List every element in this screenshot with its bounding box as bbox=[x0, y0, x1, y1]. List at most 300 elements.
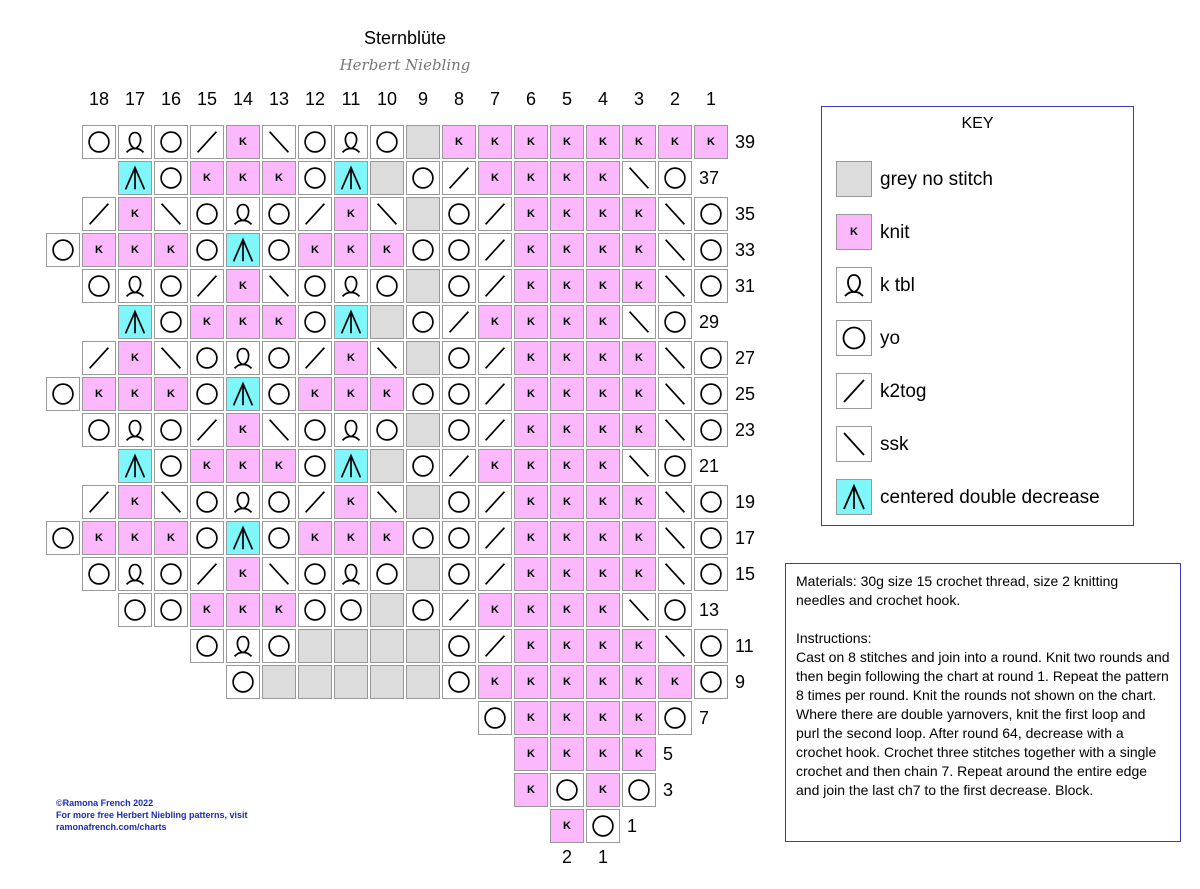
knit-label: K bbox=[239, 172, 247, 184]
yo-cell bbox=[370, 557, 404, 591]
knit-label: K bbox=[167, 244, 175, 256]
knit-cell bbox=[586, 521, 620, 555]
knit-cell bbox=[514, 233, 548, 267]
column-number: 15 bbox=[196, 89, 218, 109]
knit-cell bbox=[118, 485, 152, 519]
ssk-icon bbox=[836, 426, 872, 462]
yo-cell bbox=[478, 701, 512, 735]
yo-cell bbox=[658, 305, 692, 339]
knit-label: K bbox=[563, 136, 571, 148]
knit-cell bbox=[622, 701, 656, 735]
knit-label: K bbox=[239, 568, 247, 580]
knit-cell bbox=[190, 449, 224, 483]
k-tbl-cell bbox=[118, 557, 152, 591]
yo-cell bbox=[298, 449, 332, 483]
row-number: 1 bbox=[627, 816, 638, 836]
knit-label: K bbox=[707, 136, 715, 148]
chart-title: Sternblüte bbox=[363, 28, 447, 48]
knit-label: K bbox=[131, 532, 139, 544]
key-label: k tbl bbox=[880, 275, 915, 296]
knit-label: K bbox=[347, 244, 355, 256]
knit-cell bbox=[514, 125, 548, 159]
knit-label: K bbox=[131, 352, 139, 364]
knit-label: K bbox=[383, 532, 391, 544]
knit-cell bbox=[514, 701, 548, 735]
yo-cell bbox=[406, 377, 440, 411]
knit-cell bbox=[154, 521, 188, 555]
ssk-cell bbox=[622, 593, 656, 627]
knit-cell bbox=[514, 269, 548, 303]
yo-cell bbox=[190, 485, 224, 519]
knit-cell bbox=[478, 125, 512, 159]
materials-text: Materials: 30g size 15 crochet thread, size 2 knitting needles and crochet hook. bbox=[796, 573, 1119, 608]
yo-cell bbox=[694, 197, 728, 231]
bottom-column-number: 2 bbox=[561, 847, 572, 867]
knit-cell bbox=[550, 665, 584, 699]
knit-label: K bbox=[599, 424, 607, 436]
knit-label: K bbox=[167, 532, 175, 544]
knit-label: K bbox=[527, 712, 535, 724]
knit-label: K bbox=[527, 316, 535, 328]
knit-label: K bbox=[635, 280, 643, 292]
knit-label: K bbox=[599, 604, 607, 616]
yo-cell bbox=[442, 557, 476, 591]
ssk-cell bbox=[622, 305, 656, 339]
knit-cell bbox=[514, 521, 548, 555]
knit-cell bbox=[82, 521, 116, 555]
centered-double-decrease-cell bbox=[118, 161, 152, 195]
key-label: centered double decrease bbox=[880, 487, 1100, 508]
knit-label: K bbox=[311, 244, 319, 256]
knit-cell bbox=[190, 593, 224, 627]
row-number: 17 bbox=[735, 528, 756, 548]
k2tog-cell bbox=[478, 629, 512, 663]
knit-cell bbox=[370, 233, 404, 267]
knit-cell bbox=[334, 233, 368, 267]
yo-cell bbox=[658, 593, 692, 627]
knit-cell bbox=[478, 305, 512, 339]
k2tog-cell bbox=[478, 269, 512, 303]
knit-cell bbox=[514, 485, 548, 519]
yo-cell bbox=[262, 341, 296, 375]
row-number: 31 bbox=[735, 276, 756, 296]
column-number: 1 bbox=[705, 89, 716, 109]
knit-label: K bbox=[563, 748, 571, 760]
centered-double-decrease-cell bbox=[226, 521, 260, 555]
key-label: k2tog bbox=[880, 381, 927, 402]
knit-cell bbox=[550, 701, 584, 735]
knit-label: K bbox=[491, 316, 499, 328]
no-stitch-cell bbox=[370, 665, 404, 699]
knit-cell bbox=[514, 773, 548, 807]
yo-cell bbox=[694, 341, 728, 375]
yo-cell bbox=[694, 629, 728, 663]
knit-cell bbox=[622, 377, 656, 411]
knit-label: K bbox=[599, 568, 607, 580]
knit-label: K bbox=[527, 532, 535, 544]
knit-cell bbox=[118, 377, 152, 411]
knit-cell bbox=[514, 305, 548, 339]
knit-label: K bbox=[599, 460, 607, 472]
k2tog-cell bbox=[478, 341, 512, 375]
yo-cell bbox=[298, 269, 332, 303]
credit-line-1: ©Ramona French 2022 bbox=[56, 798, 154, 808]
key-label: knit bbox=[880, 222, 910, 243]
knit-cell bbox=[262, 161, 296, 195]
knit-label: K bbox=[203, 604, 211, 616]
no-stitch-cell bbox=[406, 125, 440, 159]
knit-cell bbox=[550, 377, 584, 411]
yo-cell bbox=[694, 521, 728, 555]
yo-cell bbox=[406, 161, 440, 195]
instructions-heading: Instructions: bbox=[796, 630, 872, 646]
yo-cell bbox=[658, 449, 692, 483]
ssk-cell bbox=[370, 197, 404, 231]
ssk-cell bbox=[658, 377, 692, 411]
knit-label: K bbox=[563, 676, 571, 688]
yo-cell bbox=[694, 413, 728, 447]
yo-cell bbox=[298, 413, 332, 447]
bottom-column-number: 1 bbox=[597, 847, 608, 867]
no-stitch-cell bbox=[406, 341, 440, 375]
no-stitch-cell bbox=[370, 629, 404, 663]
yo-cell bbox=[82, 125, 116, 159]
knit-label: K bbox=[599, 244, 607, 256]
k2tog-icon bbox=[836, 373, 872, 409]
knit-label: K bbox=[455, 136, 463, 148]
knit-label: K bbox=[203, 172, 211, 184]
ssk-cell bbox=[658, 233, 692, 267]
knit-label: K bbox=[275, 172, 283, 184]
knit-label: K bbox=[527, 676, 535, 688]
knit-label: K bbox=[527, 424, 535, 436]
row-number: 27 bbox=[735, 348, 756, 368]
knit-label: K bbox=[635, 388, 643, 400]
knit-label: K bbox=[203, 316, 211, 328]
yo-cell bbox=[262, 521, 296, 555]
yo-cell bbox=[298, 593, 332, 627]
row-number: 13 bbox=[699, 600, 720, 620]
k2tog-cell bbox=[478, 485, 512, 519]
k2tog-cell bbox=[190, 269, 224, 303]
knit-cell bbox=[658, 125, 692, 159]
yo-cell bbox=[262, 377, 296, 411]
row-number: 37 bbox=[699, 168, 720, 188]
no-stitch-cell bbox=[406, 413, 440, 447]
row-number: 5 bbox=[663, 744, 674, 764]
knit-cell bbox=[226, 305, 260, 339]
knit-cell bbox=[298, 233, 332, 267]
knit-label: K bbox=[95, 244, 103, 256]
knit-label: K bbox=[239, 280, 247, 292]
yo-cell bbox=[658, 701, 692, 735]
yo-cell bbox=[442, 197, 476, 231]
yo-cell bbox=[370, 413, 404, 447]
knit-label: K bbox=[491, 676, 499, 688]
knit-label: K bbox=[635, 208, 643, 220]
knit-label: K bbox=[599, 172, 607, 184]
k2tog-cell bbox=[190, 125, 224, 159]
knit-cell bbox=[514, 557, 548, 591]
k-tbl-cell bbox=[226, 629, 260, 663]
knit-label: K bbox=[311, 388, 319, 400]
knit-label: K bbox=[491, 172, 499, 184]
knit-label: K bbox=[635, 496, 643, 508]
row-number: 35 bbox=[735, 204, 756, 224]
knit-label: K bbox=[635, 352, 643, 364]
yo-cell bbox=[694, 377, 728, 411]
knit-cell bbox=[190, 305, 224, 339]
knit-cell bbox=[334, 377, 368, 411]
knit-label: K bbox=[527, 748, 535, 760]
row-number: 3 bbox=[663, 780, 674, 800]
knit-cell bbox=[442, 125, 476, 159]
knit-label: K bbox=[347, 388, 355, 400]
no-stitch-cell bbox=[406, 269, 440, 303]
yo-cell bbox=[262, 233, 296, 267]
k2tog-cell bbox=[478, 557, 512, 591]
column-number: 16 bbox=[160, 89, 182, 109]
k-tbl-cell bbox=[226, 341, 260, 375]
knit-cell bbox=[190, 161, 224, 195]
k2tog-cell bbox=[442, 449, 476, 483]
knit-label: K bbox=[599, 316, 607, 328]
knit-label: K bbox=[563, 604, 571, 616]
notes-panel bbox=[785, 563, 1181, 842]
k2tog-cell bbox=[442, 305, 476, 339]
knit-cell bbox=[298, 377, 332, 411]
knit-cell bbox=[550, 233, 584, 267]
knit-cell bbox=[622, 233, 656, 267]
knit-cell bbox=[226, 593, 260, 627]
knit-label: K bbox=[563, 640, 571, 652]
knit-label: K bbox=[131, 388, 139, 400]
row-number: 19 bbox=[735, 492, 756, 512]
k-tbl-cell bbox=[334, 413, 368, 447]
knit-label: K bbox=[239, 316, 247, 328]
ssk-cell bbox=[658, 485, 692, 519]
k-tbl-cell bbox=[334, 125, 368, 159]
knit-cell bbox=[226, 269, 260, 303]
k-tbl-cell bbox=[118, 413, 152, 447]
yo-cell bbox=[190, 197, 224, 231]
knit-label: K bbox=[527, 280, 535, 292]
knit-cell bbox=[118, 521, 152, 555]
knit-cell bbox=[514, 413, 548, 447]
yo-cell bbox=[370, 125, 404, 159]
knit-label: K bbox=[95, 532, 103, 544]
k-tbl-cell bbox=[334, 557, 368, 591]
knit-label: K bbox=[563, 208, 571, 220]
knit-cell bbox=[550, 161, 584, 195]
knit-label: K bbox=[239, 424, 247, 436]
yo-cell bbox=[190, 521, 224, 555]
centered-double-decrease-cell bbox=[334, 161, 368, 195]
yo-cell bbox=[442, 485, 476, 519]
knit-label: K bbox=[635, 748, 643, 760]
knit-cell bbox=[550, 269, 584, 303]
knit-label: K bbox=[563, 712, 571, 724]
yo-cell bbox=[82, 557, 116, 591]
yo-cell bbox=[46, 233, 80, 267]
k2tog-cell bbox=[442, 161, 476, 195]
column-number: 10 bbox=[376, 89, 398, 109]
knit-cell bbox=[514, 377, 548, 411]
yo-cell bbox=[190, 341, 224, 375]
k2tog-cell bbox=[442, 593, 476, 627]
yo-cell bbox=[442, 269, 476, 303]
knit-cell bbox=[586, 701, 620, 735]
ssk-cell bbox=[154, 485, 188, 519]
knit-label: K bbox=[635, 712, 643, 724]
k-tbl-cell bbox=[118, 125, 152, 159]
knit-cell bbox=[118, 341, 152, 375]
yo-cell bbox=[586, 809, 620, 843]
knit-cell bbox=[226, 449, 260, 483]
yo-cell bbox=[550, 773, 584, 807]
knit-cell bbox=[82, 377, 116, 411]
column-number: 6 bbox=[525, 89, 536, 109]
knit-label: K bbox=[599, 352, 607, 364]
yo-cell bbox=[622, 773, 656, 807]
yo-cell bbox=[658, 161, 692, 195]
knit-label: K bbox=[311, 532, 319, 544]
k-tbl-icon bbox=[836, 267, 872, 303]
centered-double-decrease-cell bbox=[226, 233, 260, 267]
knit-label: K bbox=[239, 136, 247, 148]
yo-cell bbox=[154, 557, 188, 591]
yo-cell bbox=[154, 449, 188, 483]
row-number: 33 bbox=[735, 240, 756, 260]
knit-label: K bbox=[599, 208, 607, 220]
knit-label: K bbox=[275, 316, 283, 328]
key-panel bbox=[821, 106, 1134, 526]
knit-label: K bbox=[599, 496, 607, 508]
key-label: yo bbox=[880, 328, 901, 349]
knit-cell bbox=[262, 593, 296, 627]
knit-label: K bbox=[527, 460, 535, 472]
knit-cell bbox=[334, 521, 368, 555]
knit-label: K bbox=[599, 136, 607, 148]
knit-cell bbox=[478, 593, 512, 627]
knit-label: K bbox=[491, 136, 499, 148]
knit-cell bbox=[478, 161, 512, 195]
column-number: 8 bbox=[453, 89, 464, 109]
column-number: 14 bbox=[232, 89, 254, 109]
knit-cell bbox=[514, 341, 548, 375]
knit-label: K bbox=[599, 712, 607, 724]
ssk-cell bbox=[658, 413, 692, 447]
knit-label: K bbox=[203, 460, 211, 472]
k2tog-cell bbox=[190, 413, 224, 447]
no-stitch-cell bbox=[334, 665, 368, 699]
knit-label: K bbox=[563, 280, 571, 292]
knit-cell bbox=[622, 125, 656, 159]
column-number: 11 bbox=[341, 89, 361, 109]
knit-cell bbox=[550, 341, 584, 375]
knit-cell bbox=[586, 593, 620, 627]
knit-label: K bbox=[563, 460, 571, 472]
knit-cell bbox=[334, 341, 368, 375]
k2tog-cell bbox=[478, 413, 512, 447]
yo-cell bbox=[154, 413, 188, 447]
knit-label: K bbox=[491, 460, 499, 472]
yo-cell bbox=[154, 305, 188, 339]
yo-cell bbox=[190, 377, 224, 411]
yo-cell bbox=[694, 665, 728, 699]
column-number: 5 bbox=[561, 89, 572, 109]
knit-label: K bbox=[563, 424, 571, 436]
knit-label: K bbox=[563, 388, 571, 400]
k-tbl-cell bbox=[334, 269, 368, 303]
knit-label: K bbox=[635, 136, 643, 148]
no-stitch-cell bbox=[406, 485, 440, 519]
knit-cell bbox=[118, 233, 152, 267]
knit-label: K bbox=[527, 136, 535, 148]
k2tog-cell bbox=[82, 197, 116, 231]
designer-name: Herbert Niebling bbox=[339, 56, 471, 74]
knit-cell bbox=[550, 413, 584, 447]
knit-cell bbox=[622, 341, 656, 375]
knit-label: K bbox=[167, 388, 175, 400]
column-number: 4 bbox=[597, 89, 608, 109]
knit-label: K bbox=[599, 676, 607, 688]
knit-label: K bbox=[131, 496, 139, 508]
knit-label: K bbox=[347, 532, 355, 544]
knit-cell bbox=[550, 557, 584, 591]
knit-cell bbox=[586, 197, 620, 231]
yo-cell bbox=[262, 629, 296, 663]
knit-cell bbox=[478, 665, 512, 699]
yo-cell bbox=[442, 341, 476, 375]
no-stitch-cell bbox=[406, 629, 440, 663]
yo-cell bbox=[46, 521, 80, 555]
knit-label: K bbox=[635, 424, 643, 436]
knit-cell bbox=[550, 125, 584, 159]
no-stitch-cell bbox=[406, 557, 440, 591]
ssk-cell bbox=[658, 341, 692, 375]
knit-cell bbox=[226, 125, 260, 159]
knit-cell bbox=[622, 413, 656, 447]
knit-cell bbox=[586, 485, 620, 519]
knit-cell bbox=[622, 629, 656, 663]
knit-label: K bbox=[383, 244, 391, 256]
knit-cell bbox=[334, 485, 368, 519]
k-tbl-cell bbox=[226, 197, 260, 231]
knit-cell bbox=[622, 737, 656, 771]
no-stitch-cell bbox=[406, 197, 440, 231]
knit-cell bbox=[514, 737, 548, 771]
no-stitch-cell bbox=[370, 161, 404, 195]
ssk-cell bbox=[658, 269, 692, 303]
ssk-cell bbox=[658, 557, 692, 591]
row-number: 11 bbox=[735, 636, 754, 656]
yo-cell bbox=[406, 233, 440, 267]
knit-cell bbox=[550, 197, 584, 231]
knit-cell bbox=[514, 161, 548, 195]
yo-cell bbox=[694, 557, 728, 591]
knit-cell bbox=[370, 521, 404, 555]
yo-cell bbox=[442, 413, 476, 447]
yo-cell bbox=[82, 413, 116, 447]
yo-cell bbox=[190, 233, 224, 267]
yo-cell bbox=[406, 521, 440, 555]
k2tog-cell bbox=[298, 341, 332, 375]
yo-cell bbox=[442, 521, 476, 555]
yo-cell bbox=[118, 593, 152, 627]
yo-cell bbox=[406, 305, 440, 339]
ssk-cell bbox=[622, 449, 656, 483]
